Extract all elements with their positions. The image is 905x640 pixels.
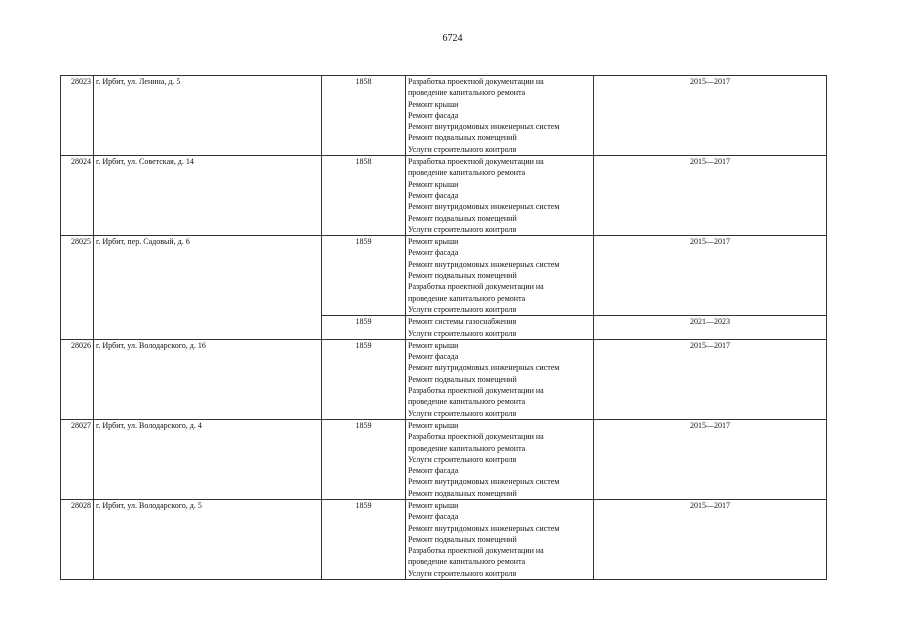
work-item: Услуги строительного контроля bbox=[408, 454, 517, 464]
work-item: Разработка проектной документации на bbox=[408, 386, 544, 396]
work-item: Ремонт внутридомовых инженерных систем bbox=[408, 259, 560, 269]
work-item: Услуги строительного контроля bbox=[408, 144, 517, 154]
work-item: Разработка проектной документации на bbox=[408, 157, 544, 167]
works-cell bbox=[406, 499, 594, 579]
construction-year: 1858 bbox=[322, 156, 406, 236]
building-id: 28023 bbox=[61, 76, 94, 156]
works-cell bbox=[406, 419, 594, 499]
work-item: Ремонт подвальных помещений bbox=[408, 213, 517, 223]
building-address: г. Ирбит, ул. Володарского, д. 5 bbox=[94, 499, 322, 579]
work-item: проведение капитального ремонта bbox=[408, 293, 526, 303]
work-item: Ремонт внутридомовых инженерных систем bbox=[408, 363, 560, 373]
work-item: Ремонт фасада bbox=[408, 110, 459, 120]
works-cell bbox=[406, 236, 594, 316]
repair-period: 2015—2017 bbox=[594, 419, 827, 499]
work-item: Ремонт внутридомовых инженерных систем bbox=[408, 477, 560, 487]
construction-year: 1859 bbox=[322, 499, 406, 579]
building-address: г. Ирбит, ул. Володарского, д. 16 bbox=[94, 339, 322, 419]
repair-period: 2015—2017 bbox=[594, 499, 827, 579]
work-item: Ремонт внутридомовых инженерных систем bbox=[408, 202, 560, 212]
repair-period: 2015—2017 bbox=[594, 156, 827, 236]
works-cell bbox=[406, 339, 594, 419]
work-item: Ремонт фасада bbox=[408, 248, 459, 258]
work-item: Разработка проектной документации на bbox=[408, 432, 544, 442]
work-item: Ремонт подвальных помещений bbox=[408, 374, 517, 384]
building-address: г. Ирбит, ул. Ленина, д. 5 bbox=[94, 76, 322, 156]
work-item: Ремонт подвальных помещений bbox=[408, 133, 517, 143]
work-item: Ремонт фасада bbox=[408, 352, 459, 362]
work-item: проведение капитального ремонта bbox=[408, 557, 526, 567]
building-id: 28027 bbox=[61, 419, 94, 499]
work-item: Ремонт системы газоснабжения bbox=[408, 317, 517, 327]
works-cell bbox=[406, 156, 594, 236]
table-row bbox=[61, 76, 827, 156]
work-item: проведение капитального ремонта bbox=[408, 88, 526, 98]
work-item: Ремонт крыши bbox=[408, 99, 459, 109]
table-row bbox=[61, 236, 827, 316]
work-item: Услуги строительного контроля bbox=[408, 224, 517, 234]
repair-period: 2015—2017 bbox=[594, 76, 827, 156]
work-item: Ремонт внутридомовых инженерных систем bbox=[408, 122, 560, 132]
repair-program-table bbox=[60, 75, 827, 580]
table-row bbox=[61, 419, 827, 499]
construction-year: 1858 bbox=[322, 76, 406, 156]
building-id: 28028 bbox=[61, 499, 94, 579]
page-number: 6724 bbox=[442, 33, 463, 44]
works-cell bbox=[406, 316, 594, 340]
construction-year: 1859 bbox=[322, 236, 406, 316]
building-id: 28025 bbox=[61, 236, 94, 340]
work-item: Ремонт крыши bbox=[408, 340, 459, 350]
work-item: Разработка проектной документации на bbox=[408, 546, 544, 556]
work-item: Ремонт подвальных помещений bbox=[408, 488, 517, 498]
building-address: г. Ирбит, ул. Володарского, д. 4 bbox=[94, 419, 322, 499]
building-id: 28026 bbox=[61, 339, 94, 419]
work-item: проведение капитального ремонта bbox=[408, 397, 526, 407]
building-address: г. Ирбит, ул. Советская, д. 14 bbox=[94, 156, 322, 236]
work-item: Разработка проектной документации на bbox=[408, 77, 544, 86]
work-item: Ремонт фасада bbox=[408, 190, 459, 200]
work-item: Услуги строительного контроля bbox=[408, 304, 517, 314]
work-item: Ремонт фасада bbox=[408, 466, 459, 476]
table-row bbox=[61, 156, 827, 236]
work-item: Услуги строительного контроля bbox=[408, 568, 517, 578]
table-body bbox=[61, 76, 827, 580]
construction-year: 1859 bbox=[322, 419, 406, 499]
construction-year: 1859 bbox=[322, 316, 406, 340]
work-item: Ремонт подвальных помещений bbox=[408, 534, 517, 544]
building-id: 28024 bbox=[61, 156, 94, 236]
repair-period: 2015—2017 bbox=[594, 339, 827, 419]
work-item: Ремонт подвальных помещений bbox=[408, 271, 517, 281]
work-item: Услуги строительного контроля bbox=[408, 408, 517, 418]
work-item: проведение капитального ремонта bbox=[408, 168, 526, 178]
repair-period: 2015—2017 bbox=[594, 236, 827, 316]
work-item: проведение капитального ремонта bbox=[408, 443, 526, 453]
repair-period: 2021—2023 bbox=[594, 316, 827, 340]
work-item: Ремонт крыши bbox=[408, 500, 459, 510]
work-item: Ремонт внутридомовых инженерных систем bbox=[408, 523, 560, 533]
table-row bbox=[61, 499, 827, 579]
building-address: г. Ирбит, пер. Садовый, д. 6 bbox=[94, 236, 322, 340]
work-item: Услуги строительного контроля bbox=[408, 328, 517, 338]
works-cell bbox=[406, 76, 594, 156]
work-item: Ремонт крыши bbox=[408, 420, 459, 430]
work-item: Ремонт крыши bbox=[408, 237, 459, 247]
work-item: Ремонт крыши bbox=[408, 179, 459, 189]
work-item: Ремонт фасада bbox=[408, 512, 459, 522]
work-item: Разработка проектной документации на bbox=[408, 282, 544, 292]
table-row bbox=[61, 339, 827, 419]
construction-year: 1859 bbox=[322, 339, 406, 419]
